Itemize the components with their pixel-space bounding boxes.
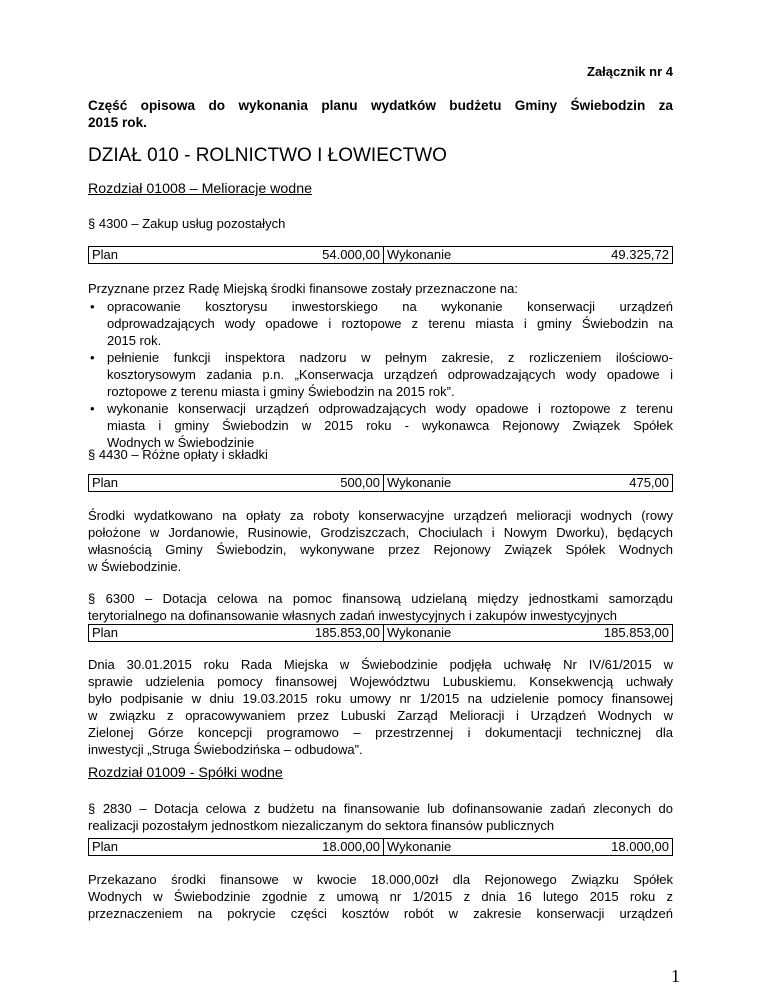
text-line: było podpisanie w dniu 19.03.2015 roku umowy nr 1/2015 na udzielenie pomocy finansowej xyxy=(88,691,673,706)
text-line: w związku z opracowywaniem przez Lubuski Zarząd Melioracji i Urządzeń Wodnych w xyxy=(88,708,673,723)
plan-label: Plan xyxy=(92,475,119,490)
list-item-line: opracowanie kosztorysu inwestorskiego na wykonanie konserwacji urządzeń xyxy=(107,299,673,314)
list-item-line: miasta i gminy Świebodzin w 2015 roku - wykonawca Rejonowy Związek Spółek xyxy=(107,418,673,433)
title-line: Część opisowa do wykonania planu wydatków budżetu Gminy Świebodzin za xyxy=(88,98,673,113)
plan-label: Plan xyxy=(92,625,119,640)
execution-label: Wykonanie xyxy=(387,625,452,640)
paragraph-heading: § 4430 – Różne opłaty i składki xyxy=(88,447,268,462)
text-line: położone w Jordanowie, Rusinowie, Grodziszczach, Chociulach i Nowym Dworku), będących xyxy=(88,525,673,540)
plan-value: 185.853,00 xyxy=(179,625,384,641)
plan-label: Plan xyxy=(92,247,119,262)
plan-table xyxy=(88,246,673,264)
list-item xyxy=(88,400,673,451)
text-line: realizacji pozostałym jednostkom niezaliczanym do sektora finansów publicznych xyxy=(88,818,555,833)
text-line: sprawie udzielenia pomocy finansowej Województwu Lubuskiemu. Konsekwencją uchwały xyxy=(88,674,673,689)
execution-label: Wykonanie xyxy=(387,247,452,262)
text-line: w Świebodzinie. xyxy=(88,559,182,574)
description-text xyxy=(88,656,673,758)
attachment-label: Załącznik nr 4 xyxy=(587,64,673,79)
bullet-icon: • xyxy=(90,401,95,416)
list-item-line: kosztorysowym zadania p.n. „Konserwacja urządzeń odprowadzających wody opadowe i xyxy=(107,367,673,382)
intro-text: Przyznane przez Radę Miejską środki finansowe zostały przeznaczone na: xyxy=(88,281,518,296)
plan-table xyxy=(88,624,673,642)
bullet-icon: • xyxy=(90,299,95,314)
list-item-line: 2015 rok. xyxy=(107,333,162,348)
plan-label: Plan xyxy=(92,839,119,854)
description-text xyxy=(88,507,673,575)
execution-label: Wykonanie xyxy=(387,839,452,854)
plan-table xyxy=(88,838,673,856)
list-item-line: Wodnych w Świebodzinie xyxy=(107,435,255,450)
execution-label: Wykonanie xyxy=(387,475,452,490)
text-line: inwestycji „Struga Świebodzińska – odbudowa”. xyxy=(88,742,363,757)
text-line: Przekazano środki finansowe w kwocie 18.000,00zł dla Rejonowego Związku Spółek xyxy=(88,872,673,887)
text-line: Zielonej Górze koncepcji programowo – przestrzennej i dokumentacji technicznej dla xyxy=(88,725,673,740)
bullet-icon: • xyxy=(90,350,95,365)
list-item xyxy=(88,349,673,400)
execution-value: 475,00 xyxy=(629,475,669,490)
chapter-heading: Rozdział 01009 - Spółki wodne xyxy=(88,765,283,781)
paragraph-heading xyxy=(88,590,673,624)
list-item-line: odprowadzających wody opadowe i roztopowe z terenu miasta i gminy Świebodzin na xyxy=(107,316,673,331)
chapter-heading: Rozdział 01008 – Melioracje wodne xyxy=(88,181,312,197)
title-line: 2015 rok. xyxy=(88,115,147,130)
text-line: Wodnych w Świebodzinie zgodnie z umową nr 1/2015 z dnia 16 lutego 2015 roku z xyxy=(88,889,673,904)
text-line: § 6300 – Dotacja celowa na pomoc finansową udzielaną między jednostkami samorządu xyxy=(88,591,673,606)
execution-value: 185.853,00 xyxy=(603,625,669,640)
section-heading: DZIAŁ 010 - ROLNICTWO I ŁOWIECTWO xyxy=(88,145,447,166)
description-text xyxy=(88,871,673,922)
list-item-line: roztopowe z terenu miasta i gminy Świebodzin na 2015 rok”. xyxy=(107,384,455,399)
plan-table xyxy=(88,474,673,492)
document-title xyxy=(88,97,673,131)
plan-value: 18.000,00 xyxy=(179,839,384,855)
list-item xyxy=(88,298,673,349)
paragraph-heading xyxy=(88,800,673,834)
list-item-line: wykonanie konserwacji urządzeń odprowadzających wody opadowe i roztopowe z terenu xyxy=(107,401,673,416)
text-line: terytorialnego na dofinansowanie własnych zadań inwestycyjnych i zakupów inwestycyjnych xyxy=(88,608,617,623)
execution-value: 49.325,72 xyxy=(611,247,669,262)
page-number: 1 xyxy=(671,966,680,986)
bullet-list xyxy=(88,298,673,451)
paragraph-heading: § 4300 – Zakup usług pozostałych xyxy=(88,216,286,231)
text-line: § 2830 – Dotacja celowa z budżetu na finansowanie lub dofinansowanie zadań zleconych do xyxy=(88,801,673,816)
text-line: przeznaczeniem na pokrycie części kosztów robót w zakresie konserwacji urządzeń xyxy=(88,906,673,921)
text-line: Środki wydatkowano na opłaty za roboty konserwacyjne urządzeń melioracji wodnych (rowy xyxy=(88,508,673,523)
list-item-line: pełnienie funkcji inspektora nadzoru w pełnym zakresie, z rozliczeniem ilościowo- xyxy=(107,350,673,365)
text-line: Dnia 30.01.2015 roku Rada Miejska w Świebodzinie podjęła uchwałę Nr IV/61/2015 w xyxy=(88,657,673,672)
text-line: własnością Gminy Świebodzin, wykonywane przez Rejonowy Związek Spółek Wodnych xyxy=(88,542,673,557)
plan-value: 54.000,00 xyxy=(179,247,384,263)
plan-value: 500,00 xyxy=(179,475,384,491)
execution-value: 18.000,00 xyxy=(611,839,669,854)
